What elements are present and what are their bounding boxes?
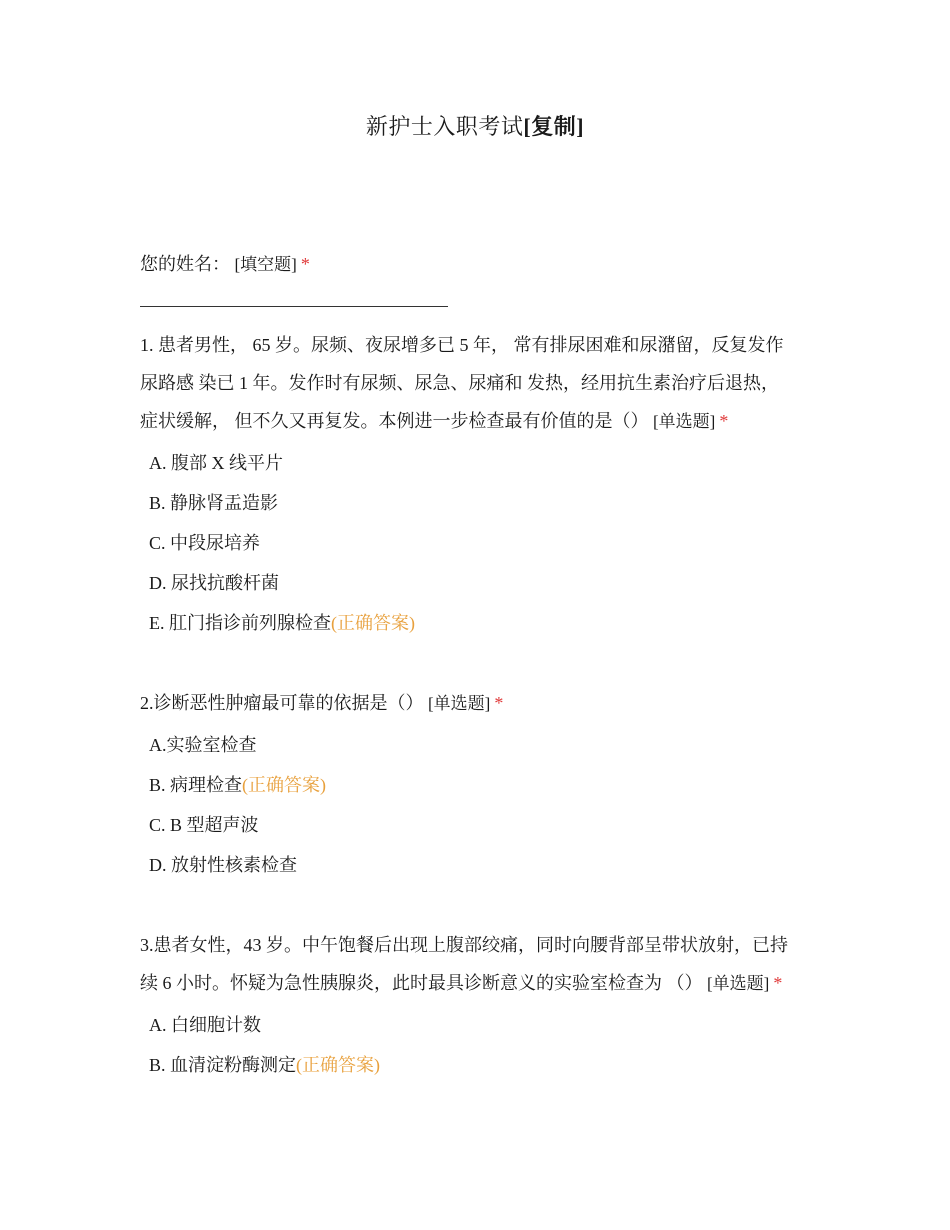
question-3: [140, 926, 820, 1085]
option-text: E. 肛门指诊前列腺检查: [149, 613, 331, 633]
option-a[interactable]: [149, 443, 820, 483]
question-2: [140, 684, 820, 885]
title-suffix: [复制]: [523, 114, 585, 139]
option-d[interactable]: [149, 563, 820, 603]
option-text: B. 病理检查: [149, 775, 243, 795]
option-d[interactable]: [149, 845, 820, 885]
option-text: C. B 型超声波: [149, 815, 259, 835]
question-line: 2.诊断恶性肿瘤最可靠的依据是（）: [140, 693, 424, 713]
required-mark: *: [300, 254, 310, 274]
name-label: 您的姓名：: [140, 254, 230, 274]
option-a[interactable]: [149, 1005, 820, 1045]
name-question: [140, 245, 820, 284]
option-text: B. 静脉肾盂造影: [149, 493, 279, 513]
question-line: 尿路感 染已 1 年。发作时有尿频、尿急、尿痛和 发热，经用抗生素治疗后退热，: [140, 373, 779, 393]
option-list: [149, 443, 820, 643]
question-text: [140, 684, 820, 723]
option-a[interactable]: [149, 725, 820, 765]
correct-answer-marker: (正确答案): [331, 613, 415, 633]
option-text: A. 腹部 X 线平片: [149, 453, 283, 473]
question-line: 1. 患者男性， 65 岁。尿频、夜尿增多已 5 年， 常有排尿困难和尿潴留，反复发作: [140, 335, 784, 355]
question-line: 3.患者女性，43 岁。中午饱餐后出现上腹部绞痛，同时向腰背部呈带状放射，已持: [140, 935, 788, 955]
title-main: 新护士入职考试: [365, 114, 524, 139]
question-type-tag: [单选题]: [428, 694, 491, 713]
question-line: 症状缓解， 但不久又再复发。本例进一步检查最有价值的是（）: [140, 411, 649, 431]
option-c[interactable]: [149, 805, 820, 845]
option-e[interactable]: [149, 603, 820, 643]
option-text: A. 白细胞计数: [149, 1015, 261, 1035]
option-text: A.实验室检查: [149, 735, 257, 755]
question-1: [140, 326, 820, 643]
option-c[interactable]: [149, 523, 820, 563]
question-line: 续 6 小时。怀疑为急性胰腺炎，此时最具诊断意义的实验室检查为 （）: [140, 973, 703, 993]
question-type-tag: [填空题]: [234, 255, 297, 274]
option-b[interactable]: [149, 483, 820, 523]
option-text: B. 血清淀粉酶测定: [149, 1055, 297, 1075]
option-b[interactable]: [149, 765, 820, 805]
option-b[interactable]: [149, 1045, 820, 1085]
option-text: D. 放射性核素检查: [149, 855, 297, 875]
question-text: [140, 926, 820, 1003]
question-type-tag: [单选题]: [653, 412, 716, 431]
option-list: [149, 725, 820, 885]
question-type-tag: [单选题]: [707, 974, 770, 993]
option-text: C. 中段尿培养: [149, 533, 261, 553]
correct-answer-marker: (正确答案): [296, 1055, 381, 1075]
name-answer-blank[interactable]: [140, 306, 448, 307]
question-text: [140, 326, 820, 441]
required-mark: *: [719, 411, 729, 431]
name-label-line: [140, 245, 820, 284]
required-mark: *: [494, 693, 504, 713]
page-title: [0, 112, 950, 142]
option-text: D. 尿找抗酸杆菌: [149, 573, 279, 593]
required-mark: *: [773, 973, 783, 993]
option-list: [149, 1005, 820, 1085]
correct-answer-marker: (正确答案): [242, 775, 327, 795]
